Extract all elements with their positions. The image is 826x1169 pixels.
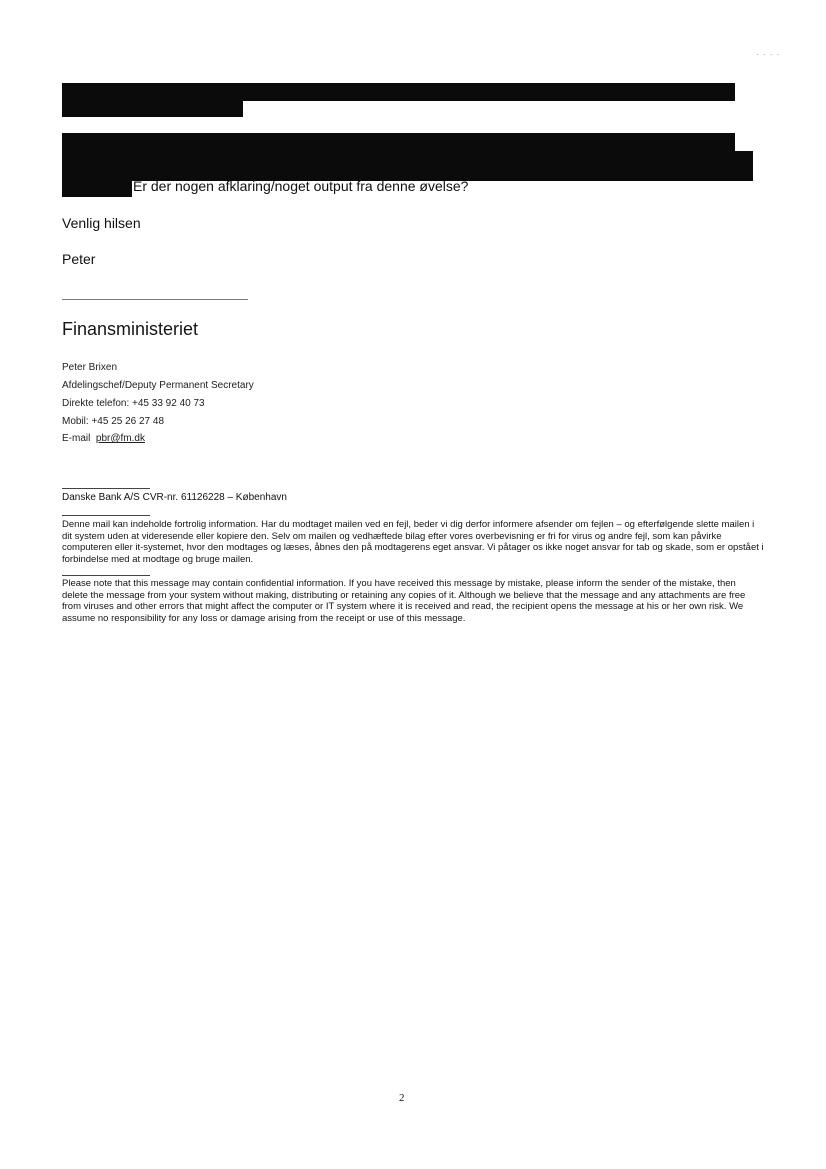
footer-divider [62, 515, 150, 516]
signature-mobile: Mobil: +45 25 26 27 48 [62, 416, 165, 427]
footer-bank-info: Danske Bank A/S CVR-nr. 61126228 – København [62, 492, 287, 503]
redaction-bar [62, 151, 753, 181]
signature-email-link[interactable]: pbr@fm.dk [95, 433, 145, 444]
redaction-bar [62, 133, 735, 151]
email-greeting: Venlig hilsen [62, 215, 141, 231]
email-sender-name: Peter [62, 251, 96, 267]
signature-email-line [62, 433, 145, 444]
signature-email-label: E-mail [62, 433, 91, 444]
footer-divider [62, 488, 150, 489]
disclaimer-english: Please note that this message may contain confidential information. If you have received this message by mistake, please inform the sender of the mistake, then delete the message from your system without making, distributing or retaining any copies of it. Although we believe that the message and any attachments are free from viruses and other errors that might affect the computer or IT system where it is received and read, the recipient opens the message at his or her own risk. We assume no responsibility for any loss or damage arising from the receipt or use of this message. [62, 578, 746, 624]
scan-artifact: · · · · [756, 50, 781, 59]
signature-organization: Finansministeriet [62, 319, 199, 339]
email-question: Er der nogen afklaring/noget output fra denne øvelse? [133, 178, 469, 194]
page-number: 2 [399, 1092, 405, 1104]
signature-name: Peter Brixen [62, 362, 118, 373]
disclaimer-danish: Denne mail kan indeholde fortrolig information. Har du modtaget mailen ved en fejl, beder vi dig derfor informere afsender om fejlen – og efterfølgende slette mailen i dit system uden at videresende eller kopiere den. Selv om mailen og vedhæftede bilag efter vores overbevisning er fri for virus og andre fejl, som kan påvirke computeren eller it-systemet, hvor den modtages og læses, åbnes den på modtagerens eget ansvar. Vi påtager os ikke noget ansvar for tab og skade, som er opstået i forbindelse med at modtage og bruge mailen. [62, 519, 764, 565]
redaction-bar [62, 83, 735, 101]
signature-divider [62, 299, 248, 300]
redaction-bar [62, 101, 243, 117]
signature-title: Afdelingschef/Deputy Permanent Secretary [62, 380, 254, 391]
signature-direct-phone: Direkte telefon: +45 33 92 40 73 [62, 398, 205, 409]
footer-divider [62, 575, 150, 576]
redaction-bar [62, 180, 132, 197]
